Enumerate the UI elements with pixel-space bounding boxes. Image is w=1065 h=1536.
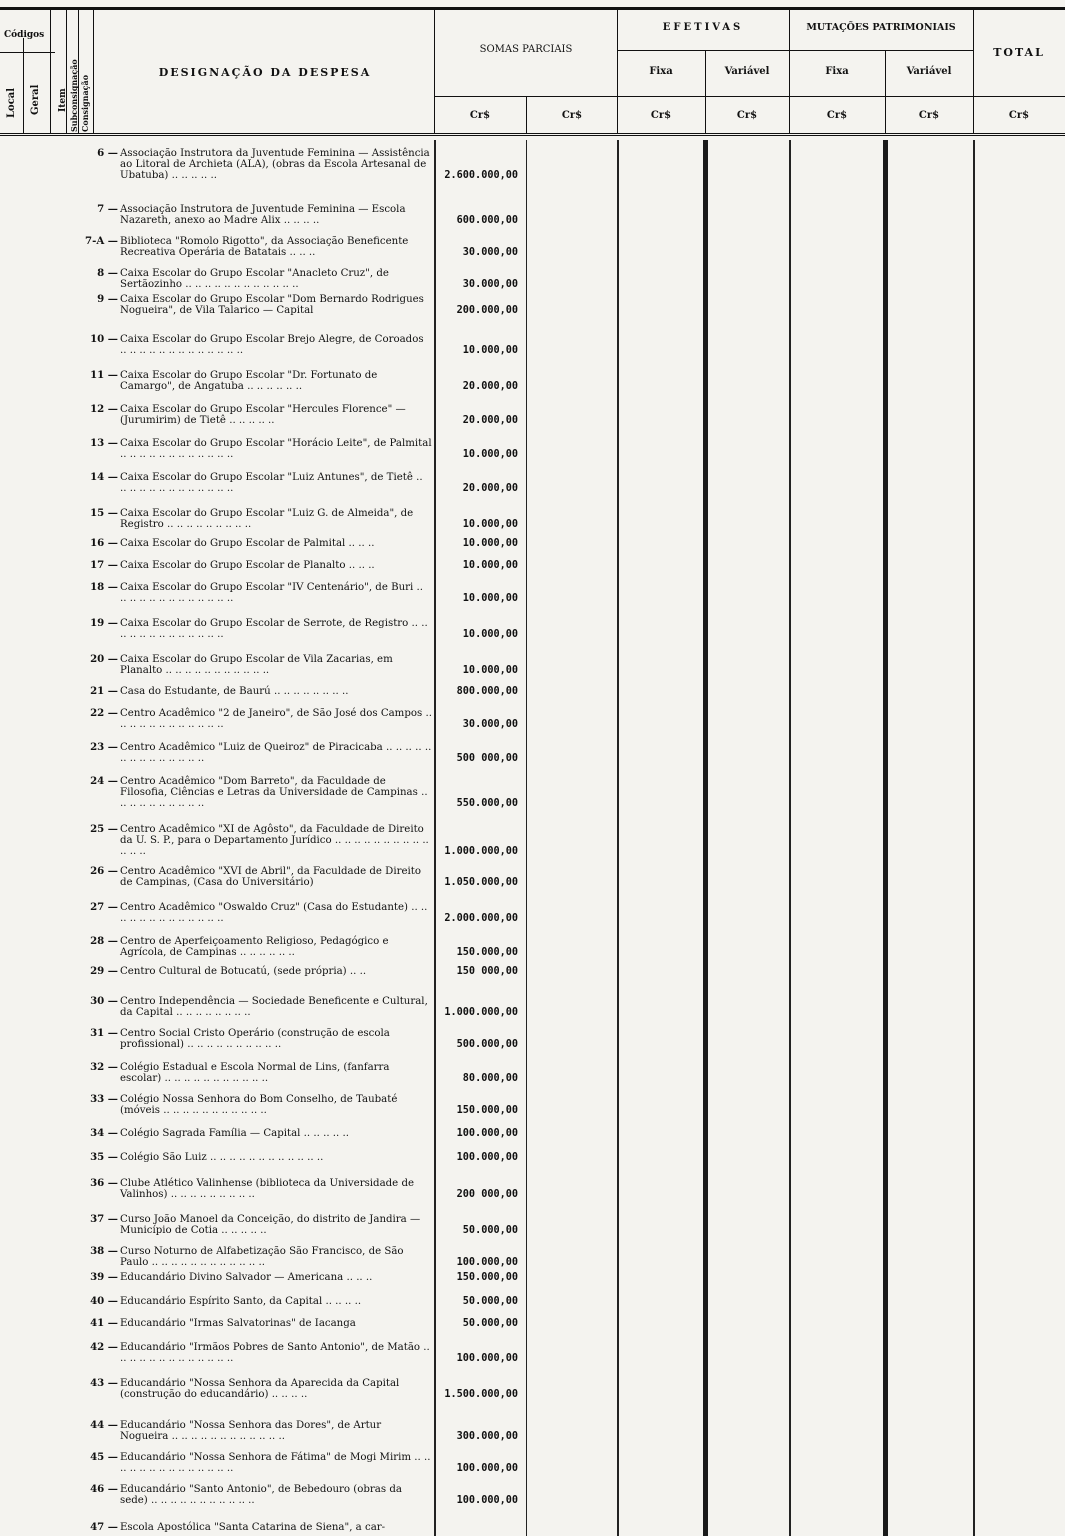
row-description: Escola Apostólica "Santa Catarina de Siena", a car- [120, 1522, 386, 1533]
header-vline [78, 8, 79, 134]
local-label: Local [6, 87, 17, 119]
row-description: Educandário "Nossa Senhora de Fátima" de Mogi Mirim .. .. .. .. .. .. .. .. .. .. .. .. .. .. [120, 1452, 431, 1474]
row-amount: 100.000,00 [456, 1463, 518, 1474]
row-number: 21 — [90, 685, 118, 697]
row-description: Centro Acadêmico "XI de Agôsto", da Faculdade de Direito da U. S. P., para o Departamento Jurídico .. .. .. .. .. .. .. .. .. .. .. .. .. [120, 824, 429, 857]
header-vline [93, 8, 94, 134]
row-amount: 20.000,00 [462, 415, 518, 426]
row-description: Caixa Escolar do Grupo Escolar "Luiz Antunes", de Tietê .. .. .. .. .. .. .. .. .. .. .. .. .. [120, 472, 423, 494]
row-number: 23 — [90, 741, 118, 753]
row-number: 37 — [90, 1213, 118, 1225]
mutacoes-fixa-label: Fixa [825, 66, 849, 77]
column-line [703, 140, 708, 1536]
efetivas-variavel-label: Variável [724, 66, 770, 77]
header-vline [526, 96, 527, 134]
header-divider [617, 50, 973, 51]
row-description: Caixa Escolar do Grupo Escolar de Serrote, de Registro .. .. .. .. .. .. .. .. .. .. .. .. .. [120, 618, 428, 640]
row-description: Educandário "Irmãos Pobres de Santo Antonio", de Matão .. .. .. .. .. .. .. .. .. .. .. .. .. [120, 1342, 430, 1364]
row-number: 44 — [90, 1419, 118, 1431]
row-amount: 300.000,00 [456, 1431, 518, 1442]
row-description: Centro Acadêmico "XVI de Abril", da Faculdade de Direito de Campinas, (Casa do Universitário) [120, 866, 421, 888]
column-line [883, 140, 888, 1536]
row-amount: 100.000,00 [456, 1257, 518, 1268]
row-amount: 200 000,00 [456, 1189, 518, 1200]
row-number: 18 — [90, 581, 118, 593]
row-number: 41 — [90, 1317, 118, 1329]
row-number: 27 — [90, 901, 118, 913]
row-number: 28 — [90, 935, 118, 947]
somas-parciais-label: SOMAS PARCIAIS [479, 44, 573, 55]
row-description: Associação Instrutora da Juventude Feminina — Assistência ao Litoral de Archieta (ALA), (obras da Escola Artesanal de Ubatuba) .. .. .. .. .. [120, 148, 430, 181]
row-amount: 550.000,00 [456, 798, 518, 809]
row-amount: 10.000,00 [462, 560, 518, 571]
item-label: Item [58, 88, 68, 112]
row-number: 40 — [90, 1295, 118, 1307]
row-number: 31 — [90, 1027, 118, 1039]
row-description: Centro Acadêmico "Dom Barreto", da Faculdade de Filosofia, Ciências e Letras da Universidade de Campinas .. .. .. .. .. .. .. .. .. .. [120, 776, 428, 809]
header-vline [973, 8, 974, 134]
total-label: TOTAL [993, 46, 1045, 59]
row-number: 10 — [90, 333, 118, 345]
row-number: 17 — [90, 559, 118, 571]
row-amount: 150.000,00 [456, 947, 518, 958]
row-description: Educandário Divino Salvador — Americana .. .. .. [120, 1272, 373, 1283]
mutacoes-variavel-label: Variável [906, 66, 952, 77]
row-number: 39 — [90, 1271, 118, 1283]
header-vline [50, 8, 51, 134]
row-number: 45 — [90, 1451, 118, 1463]
row-number: 34 — [90, 1127, 118, 1139]
row-description: Educandário Espírito Santo, da Capital .. .. .. .. [120, 1296, 362, 1307]
row-description: Caixa Escolar do Grupo Escolar de Vila Zacarias, em Planalto .. .. .. .. .. .. .. .. .. .. .. [120, 654, 393, 676]
row-description: Biblioteca "Romolo Rigotto", da Associação Beneficente Recreativa Operária de Batatais .. .. .. [120, 236, 409, 258]
row-number: 11 — [90, 369, 118, 381]
row-number: 38 — [90, 1245, 118, 1257]
row-number: 7-A — [85, 235, 118, 247]
row-amount: 20.000,00 [462, 381, 518, 392]
row-number: 6 — [97, 147, 118, 159]
row-description: Caixa Escolar do Grupo Escolar "Anacleto Cruz", de Sertãozinho .. .. .. .. .. .. .. .. .. .. .. .. [120, 268, 389, 290]
row-description: Caixa Escolar do Grupo Escolar "Horácio Leite", de Palmital .. .. .. .. .. .. .. .. .. .. .. .. [120, 438, 432, 460]
row-number: 30 — [90, 995, 118, 1007]
row-amount: 500 000,00 [456, 753, 518, 764]
mutacoes-label: MUTAÇÕES PATRIMONIAIS [806, 22, 956, 33]
row-description: Centro Cultural de Botucatú, (sede própria) .. .. [120, 966, 367, 977]
row-description: Curso Noturno de Alfabetização São Francisco, de São Paulo .. .. .. .. .. .. .. .. .. .. .. .. [120, 1246, 404, 1268]
row-description: Clube Atlético Valinhense (biblioteca da Universidade de Valinhos) .. .. .. .. .. .. .. .. .. [120, 1178, 414, 1200]
row-number: 8 — [97, 267, 118, 279]
row-number: 42 — [90, 1341, 118, 1353]
codigos-label: Códigos [4, 30, 45, 40]
row-description: Colégio Nossa Senhora do Bom Conselho, de Taubaté (móveis .. .. .. .. .. .. .. .. .. .. .. [120, 1094, 398, 1116]
row-amount: 800.000,00 [456, 686, 518, 697]
row-number: 47 — [90, 1521, 118, 1533]
row-amount: 100.000,00 [456, 1353, 518, 1364]
efetivas-fixa-label: Fixa [649, 66, 673, 77]
row-description: Caixa Escolar do Grupo Escolar de Planalto .. .. .. [120, 560, 375, 571]
row-number: 19 — [90, 617, 118, 629]
row-amount: 150.000,00 [456, 1272, 518, 1283]
row-number: 26 — [90, 865, 118, 877]
row-amount: 600.000,00 [456, 215, 518, 226]
row-description: Centro Acadêmico "Luiz de Queiroz" de Piracicaba .. .. .. .. .. .. .. .. .. .. .. .. .. .. [120, 742, 432, 764]
row-number: 14 — [90, 471, 118, 483]
row-amount: 200.000,00 [456, 305, 518, 316]
row-description: Centro Independência — Sociedade Beneficente e Cultural, da Capital .. .. .. .. .. .. .. .. [120, 996, 428, 1018]
row-description: Associação Instrutora de Juventude Feminina — Escola Nazareth, anexo ao Madre Alix .. .. .. .. [120, 204, 406, 226]
row-amount: 150.000,00 [456, 1105, 518, 1116]
row-amount: 100.000,00 [456, 1128, 518, 1139]
row-amount: 50.000,00 [462, 1225, 518, 1236]
subconsignacao-label: Subconsignação [69, 59, 79, 132]
currency-label: Cr$ [736, 110, 758, 121]
currency-label: Cr$ [650, 110, 672, 121]
row-amount: 10.000,00 [462, 449, 518, 460]
row-amount: 80.000,00 [462, 1073, 518, 1084]
row-description: Colégio Sagrada Família — Capital .. .. .. .. .. [120, 1128, 349, 1139]
row-amount: 10.000,00 [462, 593, 518, 604]
row-amount: 10.000,00 [462, 629, 518, 640]
table-header [0, 8, 1065, 134]
row-description: Caixa Escolar do Grupo Escolar "Dom Bernardo Rodrigues Nogueira", de Vila Talarico — Capital [120, 294, 424, 316]
row-number: 24 — [90, 775, 118, 787]
row-number: 7 — [97, 203, 118, 215]
row-description: Centro de Aperfeiçoamento Religioso, Pedagógico e Agrícola, de Campinas .. .. .. .. .. .. [120, 936, 389, 958]
row-number: 22 — [90, 707, 118, 719]
header-vline [885, 50, 886, 134]
row-amount: 100.000,00 [456, 1495, 518, 1506]
row-description: Educandário "Irmas Salvatorinas" de Iacanga [120, 1318, 356, 1329]
row-description: Centro Social Cristo Operário (construção de escola profissional) .. .. .. .. .. .. .. .. .. .. [120, 1028, 390, 1050]
row-description: Caixa Escolar do Grupo Escolar "Hercules Florence" — (Jurumirim) de Tietê .. .. .. .. .. [120, 404, 406, 426]
header-vline [66, 8, 67, 134]
column-line [526, 140, 527, 1536]
row-description: Caixa Escolar do Grupo Escolar de Palmital .. .. .. [120, 538, 375, 549]
row-amount: 10.000,00 [462, 665, 518, 676]
row-amount: 30.000,00 [462, 719, 518, 730]
row-number: 25 — [90, 823, 118, 835]
row-description: Educandário "Santo Antonio", de Bebedouro (obras da sede) .. .. .. .. .. .. .. .. .. .. .. [120, 1484, 402, 1506]
row-number: 43 — [90, 1377, 118, 1389]
header-vline [23, 38, 24, 134]
row-number: 33 — [90, 1093, 118, 1105]
row-number: 13 — [90, 437, 118, 449]
row-amount: 500.000,00 [456, 1039, 518, 1050]
row-amount: 30.000,00 [462, 247, 518, 258]
row-number: 12 — [90, 403, 118, 415]
row-amount: 10.000,00 [462, 519, 518, 530]
efetivas-label: EFETIVAS [662, 22, 744, 33]
row-description: Colégio São Luiz .. .. .. .. .. .. .. .. .. .. .. .. [120, 1152, 324, 1163]
row-number: 32 — [90, 1061, 118, 1073]
column-line [789, 140, 791, 1536]
row-description: Centro Acadêmico "2 de Janeiro", de São José dos Campos .. .. .. .. .. .. .. .. .. .. .. .. [120, 708, 432, 730]
header-vline [434, 8, 435, 134]
row-number: 29 — [90, 965, 118, 977]
row-amount: 10.000,00 [462, 538, 518, 549]
header-divider [434, 96, 1065, 97]
row-description: Educandário "Nossa Senhora da Aparecida da Capital (construção do educandário) .. .. .. .. [120, 1378, 400, 1400]
designacao-label: DESIGNAÇÃO DA DESPESA [158, 66, 372, 79]
row-description: Casa do Estudante, de Baurú .. .. .. .. .. .. .. .. [120, 686, 349, 697]
row-description: Caixa Escolar do Grupo Escolar Brejo Alegre, de Coroados .. .. .. .. .. .. .. .. .. .. .. .. .. [120, 334, 424, 356]
header-bottom-rule [0, 133, 1065, 138]
currency-label: Cr$ [918, 110, 940, 121]
header-vline [705, 50, 706, 134]
row-amount: 100.000,00 [456, 1152, 518, 1163]
row-amount: 1.000.000,00 [444, 846, 518, 857]
row-description: Centro Acadêmico "Oswaldo Cruz" (Casa do Estudante) .. .. .. .. .. .. .. .. .. .. .. .. .. [120, 902, 428, 924]
row-amount: 1.500.000,00 [444, 1389, 518, 1400]
row-amount: 50.000,00 [462, 1318, 518, 1329]
row-amount: 150 000,00 [456, 966, 518, 977]
header-divider [0, 52, 55, 53]
currency-label: Cr$ [1008, 110, 1030, 121]
currency-label: Cr$ [826, 110, 848, 121]
currency-label: Cr$ [469, 110, 491, 121]
geral-label: Geral [30, 84, 41, 116]
row-number: 35 — [90, 1151, 118, 1163]
row-amount: 10.000,00 [462, 345, 518, 356]
column-line [617, 140, 619, 1536]
row-number: 15 — [90, 507, 118, 519]
currency-label: Cr$ [561, 110, 583, 121]
row-description: Caixa Escolar do Grupo Escolar "Luiz G. de Almeida", de Registro .. .. .. .. .. .. .. .. .. [120, 508, 414, 530]
row-amount: 1.050.000,00 [444, 877, 518, 888]
row-amount: 20.000,00 [462, 483, 518, 494]
row-amount: 1.000.000,00 [444, 1007, 518, 1018]
row-description: Caixa Escolar do Grupo Escolar "IV Centenário", de Buri .. .. .. .. .. .. .. .. .. .. .. .. .. [120, 582, 423, 604]
row-description: Colégio Estadual e Escola Normal de Lins, (fanfarra escolar) .. .. .. .. .. .. .. .. .. .. .. [120, 1062, 390, 1084]
row-description: Curso João Manoel da Conceição, do distrito de Jandira — Município de Cotia .. .. .. .. .. [120, 1214, 421, 1236]
row-amount: 2.000.000,00 [444, 913, 518, 924]
row-number: 46 — [90, 1483, 118, 1495]
column-line [973, 140, 975, 1536]
row-number: 36 — [90, 1177, 118, 1189]
row-description: Educandário "Nossa Senhora das Dores", de Artur Nogueira .. .. .. .. .. .. .. .. .. .. .. .. [120, 1420, 382, 1442]
row-number: 9 — [97, 293, 118, 305]
row-description: Caixa Escolar do Grupo Escolar "Dr. Fortunato de Camargo", de Angatuba .. .. .. .. .. .. [120, 370, 378, 392]
row-amount: 2.600.000,00 [444, 170, 518, 181]
row-amount: 50.000,00 [462, 1296, 518, 1307]
consignacao-label: Consignação [80, 74, 90, 132]
row-number: 16 — [90, 537, 118, 549]
row-amount: 30.000,00 [462, 279, 518, 290]
row-number: 20 — [90, 653, 118, 665]
